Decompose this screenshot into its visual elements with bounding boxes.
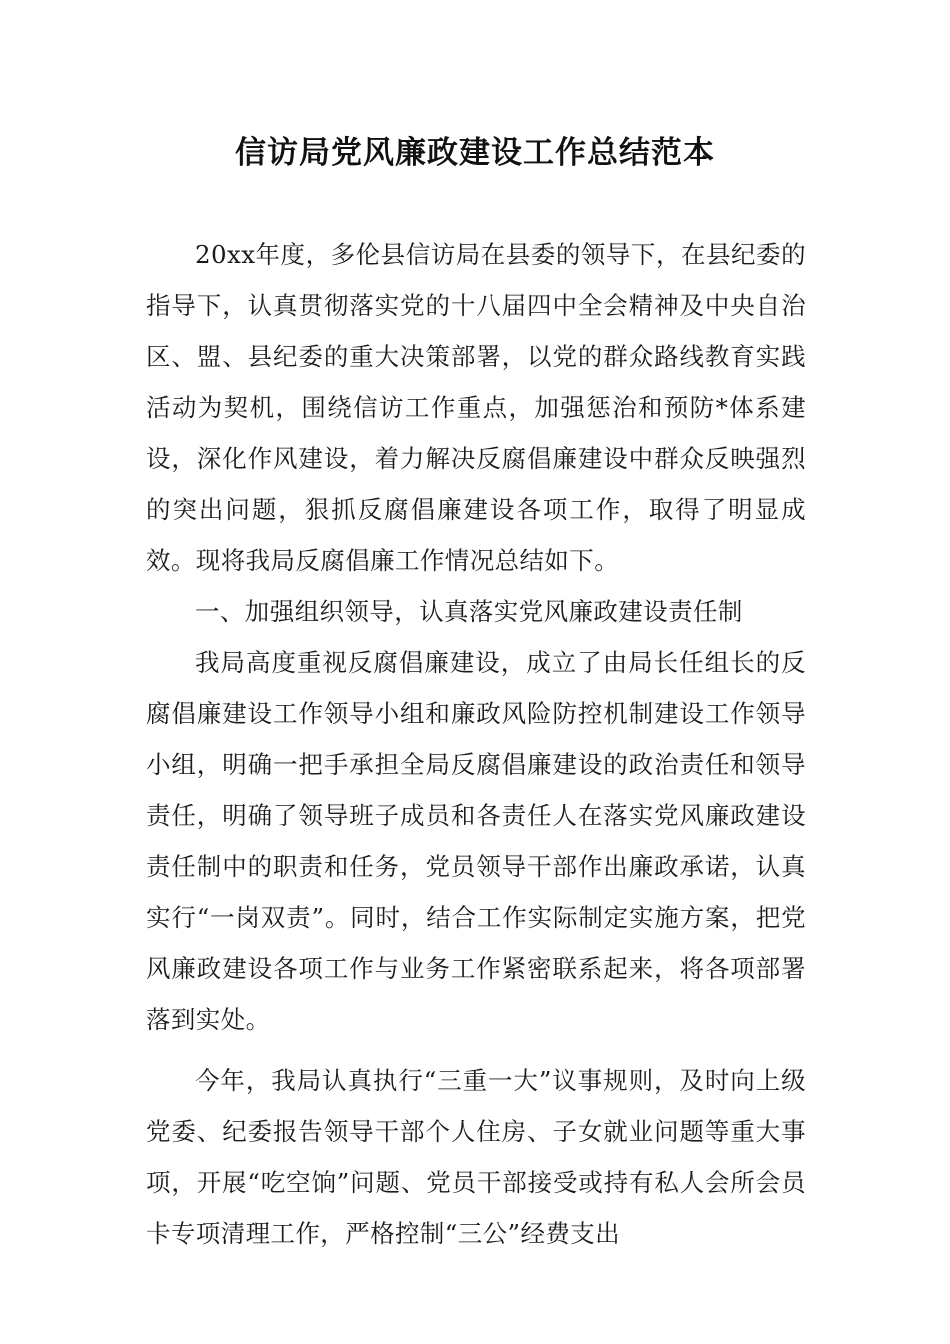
section-heading-1: 一、加强组织领导，认真落实党风廉政建设责任制	[195, 597, 743, 626]
paragraph-this-year: 今年，我局认真执行“三重一大”议事规则，及时向上级党委、纪委报告领导干部个人住房、子女就业问题等重大事项，开展“吃空饷”问题、党员干部接受或持有私人会所会员卡专项清理工作，严格控制“三公”经费支出	[146, 1066, 806, 1248]
paragraph-organization: 我局高度重视反腐倡廉建设，成立了由局长任组长的反腐倡廉建设工作领导小组和廉政风险防控机制建设工作领导小组，明确一把手承担全局反腐倡廉建设的政治责任和领导责任，明确了领导班子成员和各责任人在落实党风廉政建设责任制中的职责和任务，党员领导干部作出廉政承诺，认真实行“一岗双责”。同时，结合工作实际制定实施方案，把党风廉政建设各项工作与业务工作紧密联系起来，将各项部署落到实处。	[146, 648, 806, 1034]
document-body	[146, 229, 806, 1259]
paragraph-intro: 20xx年度，多伦县信访局在县委的领导下，在县纪委的指导下，认真贯彻落实党的十八届四中全会精神及中央自治区、盟、县纪委的重大决策部署，以党的群众路线教育实践活动为契机，围绕信访工作重点，加强惩治和预防*体系建设，深化作风建设，着力解决反腐倡廉建设中群众反映强烈的突出问题，狠抓反腐倡廉建设各项工作，取得了明显成效。现将我局反腐倡廉工作情况总结如下。	[146, 240, 806, 575]
document-title: 信访局党风廉政建设工作总结范本	[235, 135, 715, 171]
